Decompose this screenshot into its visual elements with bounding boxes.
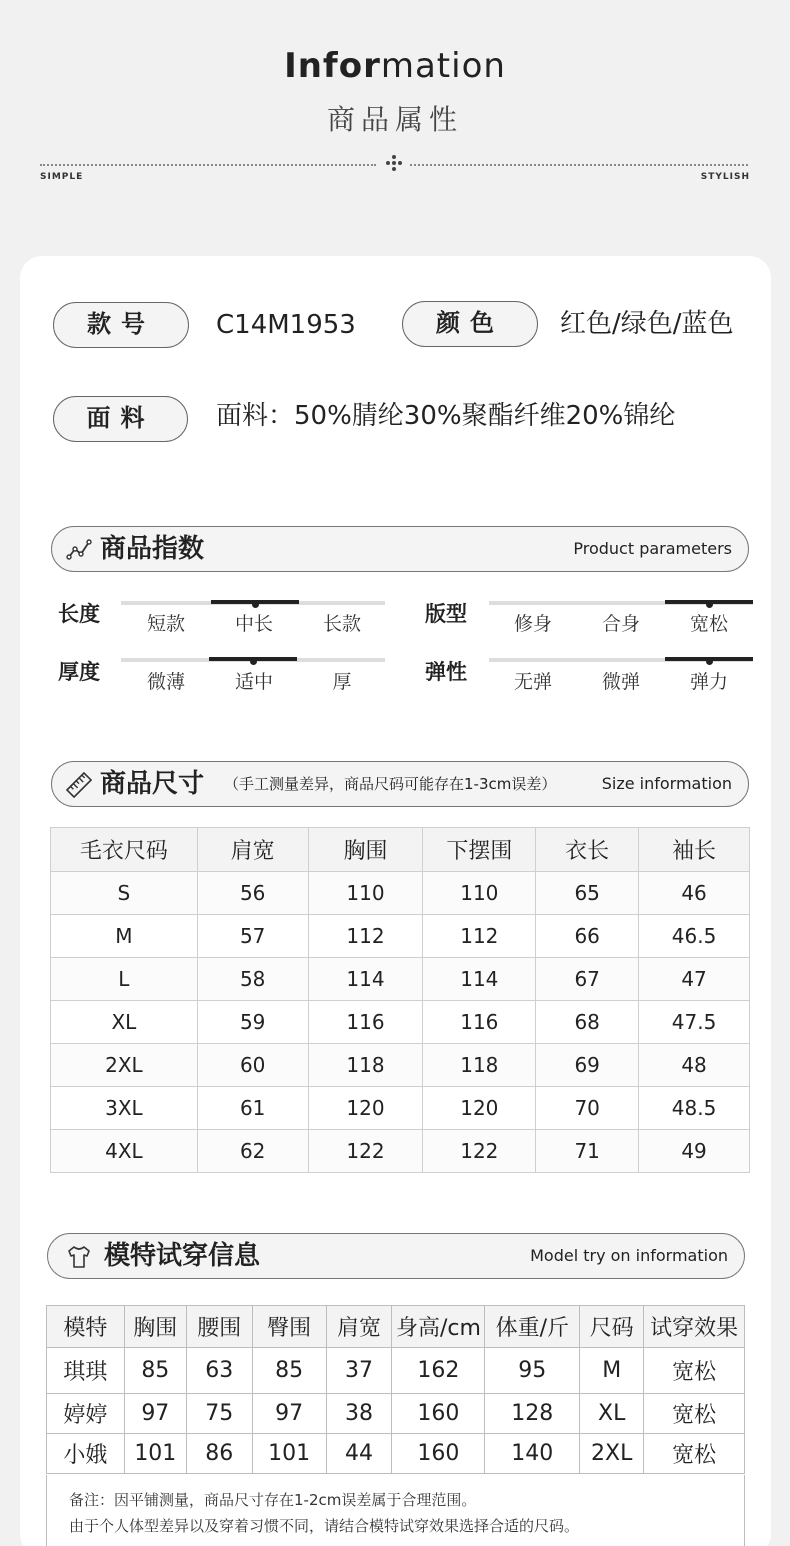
model-header-cell: 模特 [47,1306,125,1348]
model-cell: 2XL [580,1434,644,1474]
model-cell: 44 [326,1434,392,1474]
length-label: 长度 [58,602,100,626]
size-cell: 46.5 [639,915,750,958]
color-label: 颜色 [402,301,538,347]
size-cell: 114 [423,958,536,1001]
size-cell: M [51,915,198,958]
cross-ornament-icon [386,155,402,171]
table-row [47,1348,745,1394]
size-cell: 66 [536,915,639,958]
model-cell: 37 [326,1348,392,1394]
size-cell: 3XL [51,1087,198,1130]
size-cell: 112 [423,915,536,958]
model-header-cell: 尺码 [580,1306,644,1348]
model-cell: 101 [252,1434,326,1474]
size-info-note: （手工测量差异，商品尺码可能存在1-3cm误差） [224,775,557,793]
length-selected-dot [252,601,259,608]
trend-line-icon [66,537,92,563]
model-header-cell: 臀围 [252,1306,326,1348]
model-cell: 85 [252,1348,326,1394]
model-cell: 63 [186,1348,252,1394]
model-cell: 140 [485,1434,580,1474]
model-note [46,1475,745,1546]
color-value: 红色/绿色/蓝色 [560,309,734,339]
size-cell: 120 [308,1087,423,1130]
model-cell: 97 [124,1394,186,1434]
model-cell: M [580,1348,644,1394]
model-cell: 95 [485,1348,580,1394]
size-cell: 112 [308,915,423,958]
model-cell: 小娥 [47,1434,125,1474]
size-cell: 120 [423,1087,536,1130]
table-row [51,915,750,958]
model-cell: 128 [485,1394,580,1434]
size-info-title: 商品尺寸 [100,769,205,799]
size-cell: 70 [536,1087,639,1130]
size-info-header [51,761,749,807]
size-header-cell: 肩宽 [197,828,308,872]
table-row [51,1130,750,1173]
thickness-selected-dot [250,658,257,665]
model-cell: 162 [392,1348,485,1394]
stylish-label: STYLISH [700,172,750,182]
model-cell: 琪琪 [47,1348,125,1394]
table-row [51,958,750,1001]
table-row [51,872,750,915]
size-cell: XL [51,1001,198,1044]
page-title [0,46,790,86]
title-bold: Infor [284,46,381,86]
size-cell: 46 [639,872,750,915]
size-cell: 59 [197,1001,308,1044]
size-cell: 48 [639,1044,750,1087]
size-cell: 69 [536,1044,639,1087]
table-row [51,1044,750,1087]
size-header-cell: 衣长 [536,828,639,872]
model-cell: 宽松 [644,1348,745,1394]
size-cell: 71 [536,1130,639,1173]
thickness-label: 厚度 [58,660,100,684]
size-cell: 48.5 [639,1087,750,1130]
model-header-cell: 身高/cm [392,1306,485,1348]
size-header-cell: 毛衣尺码 [51,828,198,872]
model-cell: 97 [252,1394,326,1434]
model-cell: 婷婷 [47,1394,125,1434]
model-header-cell: 试穿效果 [644,1306,745,1348]
model-cell: 75 [186,1394,252,1434]
ruler-icon [66,772,92,798]
model-table-header-row [47,1306,745,1348]
fabric-label: 面料 [53,396,188,442]
fit-option: 合身 [601,613,640,635]
elasticity-label: 弹性 [425,660,467,684]
elasticity-selected-dot [706,658,713,665]
model-info-title: 模特试穿信息 [104,1241,261,1271]
model-header-cell: 体重/斤 [485,1306,580,1348]
elasticity-option: 弹力 [689,671,728,693]
size-cell: 118 [423,1044,536,1087]
tshirt-icon [66,1244,92,1270]
elasticity-option: 微弹 [601,671,640,693]
product-index-header [51,526,749,572]
size-cell: 49 [639,1130,750,1173]
model-header-cell: 胸围 [124,1306,186,1348]
size-info-en: Size information [601,774,732,793]
length-option: 中长 [234,613,273,635]
model-cell: 38 [326,1394,392,1434]
divider-right [410,164,748,166]
size-cell: 47.5 [639,1001,750,1044]
model-info-header [47,1233,745,1279]
model-note-line: 备注：因平铺测量，商品尺寸存在1-2cm误差属于合理范围。 [69,1491,477,1509]
size-cell: 56 [197,872,308,915]
size-cell: 118 [308,1044,423,1087]
fit-label: 版型 [425,602,467,626]
model-cell: 160 [392,1394,485,1434]
size-cell: 2XL [51,1044,198,1087]
model-cell: XL [580,1394,644,1434]
model-cell: 宽松 [644,1434,745,1474]
size-table [50,827,750,1173]
size-cell: 122 [423,1130,536,1173]
model-header-cell: 肩宽 [326,1306,392,1348]
style-no-label: 款号 [53,302,189,348]
size-cell: 4XL [51,1130,198,1173]
table-row [47,1434,745,1474]
size-cell: 67 [536,958,639,1001]
thickness-option: 厚 [332,671,352,693]
size-cell: 57 [197,915,308,958]
model-info-en: Model try on information [530,1246,728,1265]
fit-option: 宽松 [689,613,728,635]
size-header-cell: 下摆围 [423,828,536,872]
size-cell: 116 [423,1001,536,1044]
size-cell: 60 [197,1044,308,1087]
size-cell: 122 [308,1130,423,1173]
product-index-title: 商品指数 [100,534,205,564]
size-cell: S [51,872,198,915]
size-cell: 62 [197,1130,308,1173]
product-index-en: Product parameters [573,539,732,558]
thickness-option: 微薄 [146,671,185,693]
divider-left [40,164,376,166]
size-cell: 58 [197,958,308,1001]
simple-label: SIMPLE [40,172,84,182]
size-cell: 47 [639,958,750,1001]
thickness-option: 适中 [234,671,273,693]
model-cell: 85 [124,1348,186,1394]
size-table-header-row [51,828,750,872]
model-cell: 101 [124,1434,186,1474]
size-header-cell: 袖长 [639,828,750,872]
elasticity-option: 无弹 [513,671,552,693]
model-note-line: 由于个人体型差异以及穿着习惯不同，请结合模特试穿效果选择合适的尺码。 [69,1517,580,1535]
table-row [47,1394,745,1434]
title-light: mation [380,46,506,86]
style-no-value: C14M1953 [216,310,356,340]
size-cell: 110 [423,872,536,915]
size-cell: 116 [308,1001,423,1044]
size-cell: 65 [536,872,639,915]
fit-option: 修身 [513,613,552,635]
model-cell: 86 [186,1434,252,1474]
size-cell: 68 [536,1001,639,1044]
length-option: 短款 [146,613,185,635]
fit-selected-dot [706,601,713,608]
model-cell: 160 [392,1434,485,1474]
size-cell: 110 [308,872,423,915]
size-cell: 61 [197,1087,308,1130]
size-header-cell: 胸围 [308,828,423,872]
page-subtitle: 商品属性 [326,103,463,136]
size-cell: 114 [308,958,423,1001]
length-option: 长款 [322,613,361,635]
model-table [46,1305,745,1474]
fabric-value: 面料：50%腈纶30%聚酯纤维20%锦纶 [216,401,676,431]
model-cell: 宽松 [644,1394,745,1434]
size-cell: L [51,958,198,1001]
model-header-cell: 腰围 [186,1306,252,1348]
table-row [51,1001,750,1044]
table-row [51,1087,750,1130]
